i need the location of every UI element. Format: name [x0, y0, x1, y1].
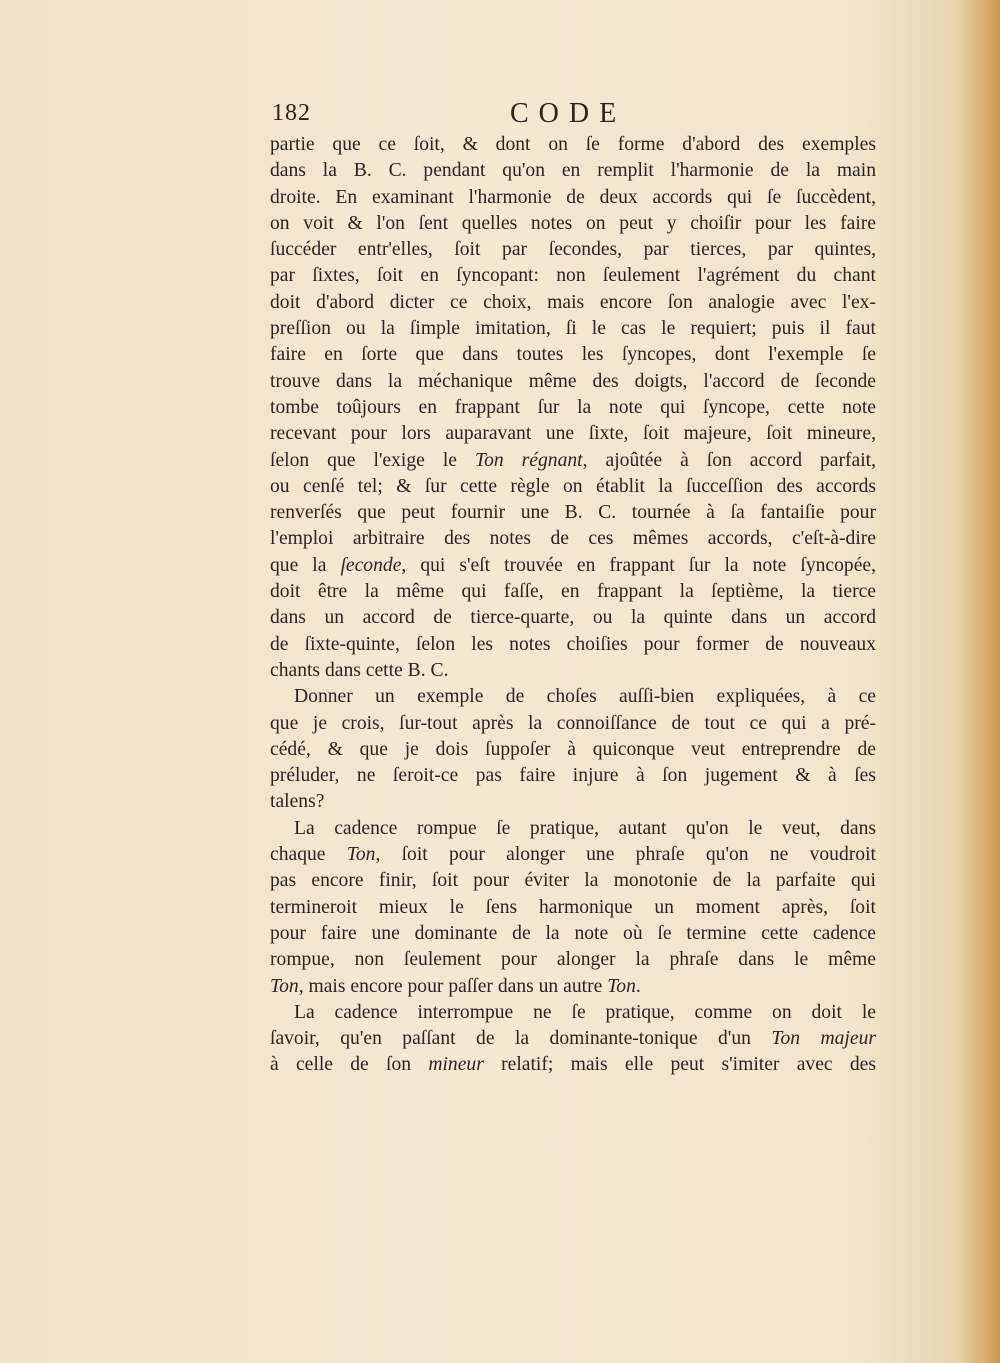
text-line — [270, 842, 876, 868]
text-line: ſuccéder entr'elles, ſoit par ſecondes, par tierces, par quintes, — [270, 239, 876, 261]
text-run: . — [635, 975, 641, 997]
text-line: doit être la même qui faſſe, en frappant la ſeptième, la tierce — [270, 581, 876, 603]
page-header — [270, 98, 876, 134]
text-line: doit d'abord dicter ce choix, mais encore ſon analogie avec l'ex- — [270, 291, 876, 313]
text-line: préluder, ne ſeroit-ce pas faire injure à ſon jugement & à ſes — [270, 765, 876, 787]
text-line: dans la B. C. pendant qu'on en remplit l'harmonie de la main — [270, 160, 876, 182]
text-line: par ſixtes, ſoit en ſyncopant: non ſeulement l'agrément du chant — [270, 265, 876, 287]
text-line: recevant pour lors auparavant une ſixte, ſoit majeure, ſoit mineure, — [270, 423, 876, 445]
text-run: chaque — [270, 844, 347, 866]
text-line: ou cenſé tel; & ſur cette règle on établit la ſucceſſion des accords — [270, 475, 876, 497]
text-line: chants dans cette B. C. — [270, 659, 449, 681]
text-line — [270, 974, 876, 1000]
text-line: droite. En examinant l'harmonie de deux accords qui ſe ſuccèdent, — [270, 186, 876, 208]
text-line — [270, 553, 876, 579]
text-line — [270, 1026, 876, 1052]
text-line: renverſés que peut fournir une B. C. tournée à ſa fantaiſie pour — [270, 502, 876, 524]
text-run: relatif; mais elle peut s'imiter avec des — [483, 1054, 876, 1076]
italic-term: Ton régnant — [474, 449, 583, 471]
text-line: La cadence rompue ſe pratique, autant qu'on le veut, dans — [294, 817, 876, 839]
page-number: 182 — [272, 100, 311, 126]
text-run: ſavoir, qu'en paſſant de la dominante-tonique d'un — [270, 1028, 772, 1050]
text-run: , mais encore pour paſſer dans un autre — [298, 975, 608, 997]
text-line: l'emploi arbitraire des notes de ces mêmes accords, c'eſt-à-dire — [270, 528, 876, 550]
text-line: La cadence interrompue ne ſe pratique, comme on doit le — [294, 1001, 876, 1023]
text-line — [270, 1052, 876, 1078]
text-line: partie que ce ſoit, & dont on ſe forme d'abord des exemples — [270, 134, 876, 155]
text-line: on voit & l'on ſent quelles notes on peut y choiſir pour les faire — [270, 212, 876, 234]
text-run: que la — [270, 554, 341, 576]
text-line: preſſion ou la ſimple imitation, ſi le cas le requiert; puis il faut — [270, 318, 876, 340]
text-line: tombe toûjours en frappant ſur la note qui ſyncope, cette note — [270, 396, 876, 418]
text-line: rompue, non ſeulement pour alonger la phraſe dans le même — [270, 949, 876, 971]
text-run: , ſoit pour alonger une phraſe qu'on ne voudroit — [375, 844, 876, 866]
text-line: que je crois, ſur-tout après la connoiſſance de tout ce qui a pré- — [270, 712, 876, 734]
text-line: termineroit mieux le ſens harmonique un moment après, ſoit — [270, 896, 876, 918]
italic-term: Ton majeur — [771, 1028, 876, 1050]
text-line: de ſixte-quinte, ſelon les notes choiſies pour former de nouveaux — [270, 633, 876, 655]
italic-term: mineur — [428, 1054, 484, 1076]
text-line: pas encore finir, ſoit pour éviter la monotonie de la parfaite qui — [270, 870, 876, 892]
text-line: faire en ſorte que dans toutes les ſyncopes, dont l'exemple ſe — [270, 344, 876, 366]
text-line — [270, 448, 876, 474]
text-line: talens? — [270, 791, 325, 813]
text-line: Donner un exemple de choſes auſſi-bien expliquées, à ce — [294, 686, 876, 708]
text-run: , ajoûtée à ſon accord parfait, — [582, 449, 877, 471]
italic-term: Ton — [270, 975, 299, 997]
italic-term: ſeconde — [340, 554, 402, 576]
text-line: trouve dans la méchanique même des doigts, l'accord de ſeconde — [270, 370, 876, 392]
text-line: pour faire une dominante de la note où ſe termine cette cadence — [270, 922, 876, 944]
text-line: cédé, & que je dois ſuppoſer à quiconque veut entreprendre de — [270, 738, 876, 760]
text-run: , qui s'eſt trouvée en frappant ſur la note ſyncopée, — [401, 554, 876, 576]
body-text — [270, 132, 876, 1079]
text-line: dans un accord de tierce-quarte, ou la quinte dans un accord — [270, 607, 876, 629]
italic-term: Ton — [346, 844, 376, 866]
text-run: ſelon que l'exige le — [270, 449, 475, 471]
text-run: à celle de ſon — [270, 1054, 429, 1076]
italic-term: Ton — [607, 975, 636, 997]
page-edge-shadow — [962, 0, 1000, 1363]
running-title: CODE — [510, 98, 627, 129]
